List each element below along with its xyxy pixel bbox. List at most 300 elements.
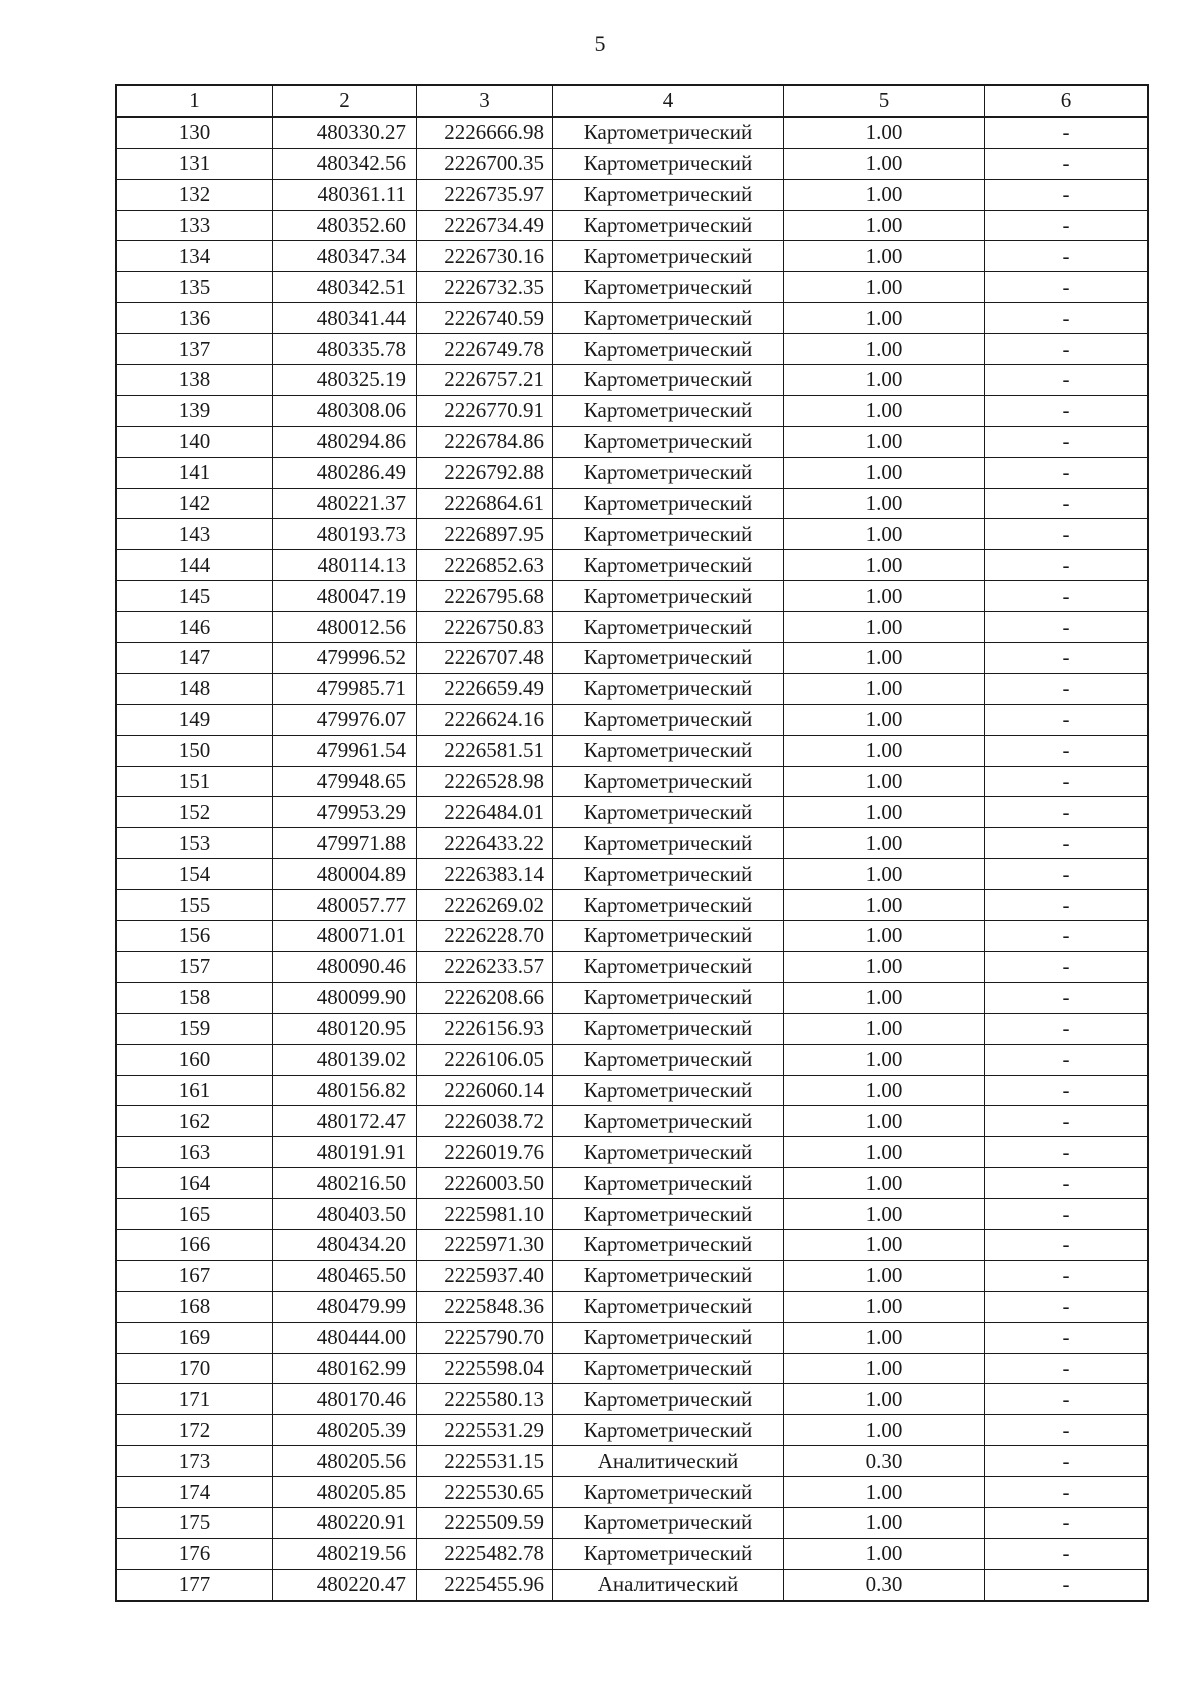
cell-method: Картометрический [553, 1199, 784, 1230]
cell-method: Картометрический [553, 241, 784, 272]
cell-method: Картометрический [553, 334, 784, 365]
cell-point-number: 132 [116, 179, 273, 210]
cell-method: Картометрический [553, 1322, 784, 1353]
table-row [116, 735, 1148, 766]
table-row [116, 1260, 1148, 1291]
table-row [116, 797, 1148, 828]
cell-coord-y: 2226233.57 [417, 951, 553, 982]
cell-note: - [985, 1013, 1149, 1044]
cell-coord-x: 480139.02 [273, 1044, 417, 1075]
cell-point-number: 149 [116, 704, 273, 735]
cell-accuracy: 1.00 [784, 488, 985, 519]
cell-coord-x: 480047.19 [273, 581, 417, 612]
cell-method: Картометрический [553, 303, 784, 334]
cell-accuracy: 1.00 [784, 1137, 985, 1168]
cell-method: Картометрический [553, 673, 784, 704]
header-row [116, 85, 1148, 117]
cell-accuracy: 1.00 [784, 1229, 985, 1260]
cell-point-number: 168 [116, 1291, 273, 1322]
table-row [116, 890, 1148, 921]
cell-point-number: 144 [116, 550, 273, 581]
cell-method: Картометрический [553, 117, 784, 148]
cell-method: Картометрический [553, 1384, 784, 1415]
cell-coord-y: 2226757.21 [417, 365, 553, 396]
table-row [116, 179, 1148, 210]
cell-note: - [985, 1168, 1149, 1199]
cell-method: Картометрический [553, 1044, 784, 1075]
cell-method: Картометрический [553, 1538, 784, 1569]
table-row [116, 1291, 1148, 1322]
cell-accuracy: 1.00 [784, 334, 985, 365]
cell-point-number: 176 [116, 1538, 273, 1569]
cell-coord-x: 480342.56 [273, 148, 417, 179]
cell-accuracy: 1.00 [784, 921, 985, 952]
cell-note: - [985, 1384, 1149, 1415]
table-row [116, 1384, 1148, 1415]
table-row [116, 488, 1148, 519]
cell-note: - [985, 148, 1149, 179]
cell-coord-y: 2226624.16 [417, 704, 553, 735]
cell-note: - [985, 426, 1149, 457]
cell-point-number: 150 [116, 735, 273, 766]
cell-note: - [985, 303, 1149, 334]
cell-accuracy: 0.30 [784, 1569, 985, 1600]
table-row [116, 1137, 1148, 1168]
table-row [116, 1415, 1148, 1446]
cell-coord-x: 480444.00 [273, 1322, 417, 1353]
cell-coord-x: 480216.50 [273, 1168, 417, 1199]
cell-coord-y: 2225937.40 [417, 1260, 553, 1291]
table-row [116, 1075, 1148, 1106]
table-row [116, 148, 1148, 179]
cell-coord-y: 2225790.70 [417, 1322, 553, 1353]
cell-accuracy: 1.00 [784, 1538, 985, 1569]
cell-coord-y: 2225531.29 [417, 1415, 553, 1446]
column-header-2: 2 [273, 85, 417, 117]
cell-coord-y: 2226581.51 [417, 735, 553, 766]
cell-accuracy: 1.00 [784, 426, 985, 457]
cell-accuracy: 1.00 [784, 828, 985, 859]
table-row [116, 1538, 1148, 1569]
cell-coord-y: 2225981.10 [417, 1199, 553, 1230]
table-row [116, 334, 1148, 365]
table-row [116, 117, 1148, 148]
table-row [116, 1477, 1148, 1508]
cell-coord-y: 2226666.98 [417, 117, 553, 148]
cell-coord-y: 2226019.76 [417, 1137, 553, 1168]
cell-coord-x: 480162.99 [273, 1353, 417, 1384]
cell-coord-y: 2226156.93 [417, 1013, 553, 1044]
cell-accuracy: 1.00 [784, 117, 985, 148]
table-row [116, 766, 1148, 797]
cell-coord-y: 2226106.05 [417, 1044, 553, 1075]
cell-point-number: 170 [116, 1353, 273, 1384]
cell-note: - [985, 395, 1149, 426]
cell-coord-x: 480221.37 [273, 488, 417, 519]
cell-coord-y: 2226528.98 [417, 766, 553, 797]
cell-accuracy: 1.00 [784, 704, 985, 735]
cell-coord-x: 480193.73 [273, 519, 417, 550]
cell-coord-y: 2226864.61 [417, 488, 553, 519]
cell-point-number: 135 [116, 272, 273, 303]
cell-coord-y: 2226003.50 [417, 1168, 553, 1199]
cell-accuracy: 1.00 [784, 982, 985, 1013]
cell-coord-x: 480434.20 [273, 1229, 417, 1260]
cell-note: - [985, 797, 1149, 828]
cell-coord-x: 479948.65 [273, 766, 417, 797]
cell-note: - [985, 457, 1149, 488]
cell-note: - [985, 735, 1149, 766]
cell-coord-x: 480220.47 [273, 1569, 417, 1600]
cell-coord-y: 2226228.70 [417, 921, 553, 952]
cell-method: Картометрический [553, 982, 784, 1013]
cell-coord-y: 2226433.22 [417, 828, 553, 859]
cell-accuracy: 1.00 [784, 951, 985, 982]
cell-coord-x: 480156.82 [273, 1075, 417, 1106]
page-number: 5 [594, 31, 606, 56]
cell-coord-x: 480220.91 [273, 1507, 417, 1538]
cell-accuracy: 1.00 [784, 643, 985, 674]
cell-method: Картометрический [553, 272, 784, 303]
table-row [116, 1446, 1148, 1477]
cell-note: - [985, 1229, 1149, 1260]
cell-coord-x: 480479.99 [273, 1291, 417, 1322]
table-row [116, 1229, 1148, 1260]
cell-accuracy: 1.00 [784, 1199, 985, 1230]
cell-note: - [985, 1199, 1149, 1230]
cell-point-number: 157 [116, 951, 273, 982]
cell-coord-x: 480352.60 [273, 210, 417, 241]
cell-coord-x: 480294.86 [273, 426, 417, 457]
cell-note: - [985, 1106, 1149, 1137]
cell-coord-y: 2226707.48 [417, 643, 553, 674]
cell-accuracy: 1.00 [784, 1291, 985, 1322]
cell-accuracy: 1.00 [784, 735, 985, 766]
cell-point-number: 130 [116, 117, 273, 148]
table-row [116, 612, 1148, 643]
cell-method: Картометрический [553, 581, 784, 612]
cell-note: - [985, 241, 1149, 272]
cell-point-number: 160 [116, 1044, 273, 1075]
cell-coord-x: 480205.56 [273, 1446, 417, 1477]
cell-method: Картометрический [553, 643, 784, 674]
cell-method: Аналитический [553, 1446, 784, 1477]
cell-coord-y: 2226484.01 [417, 797, 553, 828]
cell-coord-y: 2226700.35 [417, 148, 553, 179]
cell-note: - [985, 1569, 1149, 1600]
cell-coord-y: 2226792.88 [417, 457, 553, 488]
table-row [116, 1013, 1148, 1044]
table-row [116, 1199, 1148, 1230]
cell-note: - [985, 982, 1149, 1013]
cell-coord-x: 480341.44 [273, 303, 417, 334]
cell-accuracy: 1.00 [784, 1168, 985, 1199]
cell-method: Картометрический [553, 890, 784, 921]
cell-note: - [985, 1322, 1149, 1353]
cell-method: Картометрический [553, 519, 784, 550]
cell-point-number: 152 [116, 797, 273, 828]
cell-point-number: 148 [116, 673, 273, 704]
cell-accuracy: 1.00 [784, 395, 985, 426]
cell-note: - [985, 766, 1149, 797]
column-header-6: 6 [985, 85, 1149, 117]
cell-method: Картометрический [553, 1477, 784, 1508]
cell-method: Картометрический [553, 704, 784, 735]
cell-note: - [985, 1291, 1149, 1322]
cell-coord-x: 480071.01 [273, 921, 417, 952]
cell-coord-y: 2226795.68 [417, 581, 553, 612]
table-row [116, 673, 1148, 704]
cell-coord-y: 2226208.66 [417, 982, 553, 1013]
cell-note: - [985, 117, 1149, 148]
cell-coord-y: 2225530.65 [417, 1477, 553, 1508]
cell-point-number: 131 [116, 148, 273, 179]
table-row [116, 395, 1148, 426]
cell-point-number: 174 [116, 1477, 273, 1508]
cell-note: - [985, 859, 1149, 890]
cell-accuracy: 1.00 [784, 890, 985, 921]
table-row [116, 550, 1148, 581]
cell-coord-y: 2226732.35 [417, 272, 553, 303]
cell-accuracy: 1.00 [784, 303, 985, 334]
table-row [116, 1507, 1148, 1538]
cell-note: - [985, 1353, 1149, 1384]
cell-note: - [985, 921, 1149, 952]
cell-method: Картометрический [553, 951, 784, 982]
cell-method: Картометрический [553, 797, 784, 828]
cell-note: - [985, 272, 1149, 303]
cell-coord-x: 480012.56 [273, 612, 417, 643]
cell-point-number: 175 [116, 1507, 273, 1538]
cell-coord-x: 480361.11 [273, 179, 417, 210]
cell-point-number: 161 [116, 1075, 273, 1106]
cell-accuracy: 1.00 [784, 859, 985, 890]
cell-coord-x: 480205.39 [273, 1415, 417, 1446]
cell-point-number: 156 [116, 921, 273, 952]
cell-coord-y: 2226770.91 [417, 395, 553, 426]
cell-point-number: 169 [116, 1322, 273, 1353]
cell-coord-x: 480191.91 [273, 1137, 417, 1168]
cell-method: Картометрический [553, 766, 784, 797]
cell-coord-x: 480205.85 [273, 1477, 417, 1508]
cell-accuracy: 1.00 [784, 519, 985, 550]
cell-point-number: 163 [116, 1137, 273, 1168]
cell-note: - [985, 828, 1149, 859]
cell-coord-x: 480099.90 [273, 982, 417, 1013]
cell-coord-y: 2226060.14 [417, 1075, 553, 1106]
cell-point-number: 139 [116, 395, 273, 426]
cell-accuracy: 1.00 [784, 1353, 985, 1384]
cell-note: - [985, 951, 1149, 982]
cell-coord-y: 2226659.49 [417, 673, 553, 704]
cell-note: - [985, 1415, 1149, 1446]
cell-accuracy: 1.00 [784, 1477, 985, 1508]
cell-note: - [985, 1477, 1149, 1508]
table-row [116, 457, 1148, 488]
table-row [116, 1322, 1148, 1353]
cell-coord-x: 480219.56 [273, 1538, 417, 1569]
table-row [116, 519, 1148, 550]
cell-coord-y: 2225509.59 [417, 1507, 553, 1538]
cell-accuracy: 1.00 [784, 1260, 985, 1291]
cell-point-number: 138 [116, 365, 273, 396]
cell-coord-x: 480325.19 [273, 365, 417, 396]
cell-note: - [985, 612, 1149, 643]
cell-method: Картометрический [553, 550, 784, 581]
cell-method: Картометрический [553, 365, 784, 396]
cell-point-number: 155 [116, 890, 273, 921]
cell-coord-x: 479985.71 [273, 673, 417, 704]
table-row [116, 828, 1148, 859]
table-row [116, 704, 1148, 735]
cell-method: Картометрический [553, 859, 784, 890]
cell-coord-x: 480403.50 [273, 1199, 417, 1230]
cell-coord-y: 2226749.78 [417, 334, 553, 365]
column-header-1: 1 [116, 85, 273, 117]
cell-accuracy: 1.00 [784, 1384, 985, 1415]
cell-accuracy: 1.00 [784, 272, 985, 303]
cell-coord-y: 2226740.59 [417, 303, 553, 334]
column-header-3: 3 [417, 85, 553, 117]
cell-accuracy: 1.00 [784, 1507, 985, 1538]
cell-coord-y: 2226897.95 [417, 519, 553, 550]
cell-note: - [985, 1044, 1149, 1075]
cell-note: - [985, 673, 1149, 704]
cell-coord-y: 2225531.15 [417, 1446, 553, 1477]
cell-coord-y: 2226734.49 [417, 210, 553, 241]
cell-coord-y: 2226269.02 [417, 890, 553, 921]
table-row [116, 303, 1148, 334]
cell-coord-x: 479976.07 [273, 704, 417, 735]
table-row [116, 365, 1148, 396]
cell-accuracy: 1.00 [784, 1013, 985, 1044]
cell-coord-y: 2225971.30 [417, 1229, 553, 1260]
cell-accuracy: 1.00 [784, 1075, 985, 1106]
cell-note: - [985, 1507, 1149, 1538]
cell-point-number: 145 [116, 581, 273, 612]
cell-point-number: 137 [116, 334, 273, 365]
cell-point-number: 151 [116, 766, 273, 797]
cell-method: Картометрический [553, 148, 784, 179]
cell-accuracy: 1.00 [784, 797, 985, 828]
cell-point-number: 153 [116, 828, 273, 859]
column-header-5: 5 [784, 85, 985, 117]
cell-point-number: 165 [116, 1199, 273, 1230]
table-row [116, 1106, 1148, 1137]
cell-note: - [985, 550, 1149, 581]
cell-coord-x: 480170.46 [273, 1384, 417, 1415]
cell-coord-y: 2226784.86 [417, 426, 553, 457]
cell-point-number: 159 [116, 1013, 273, 1044]
cell-method: Картометрический [553, 1260, 784, 1291]
cell-coord-y: 2226735.97 [417, 179, 553, 210]
cell-method: Картометрический [553, 1137, 784, 1168]
cell-accuracy: 1.00 [784, 210, 985, 241]
cell-method: Картометрический [553, 1415, 784, 1446]
cell-method: Картометрический [553, 395, 784, 426]
table-row [116, 982, 1148, 1013]
cell-method: Аналитический [553, 1569, 784, 1600]
cell-note: - [985, 1260, 1149, 1291]
cell-accuracy: 1.00 [784, 241, 985, 272]
cell-note: - [985, 581, 1149, 612]
cell-note: - [985, 334, 1149, 365]
cell-method: Картометрический [553, 735, 784, 766]
table-row [116, 643, 1148, 674]
table-row [116, 581, 1148, 612]
cell-point-number: 167 [116, 1260, 273, 1291]
cell-coord-y: 2226730.16 [417, 241, 553, 272]
cell-coord-y: 2226852.63 [417, 550, 553, 581]
cell-note: - [985, 179, 1149, 210]
table-row [116, 210, 1148, 241]
cell-note: - [985, 365, 1149, 396]
cell-coord-x: 479996.52 [273, 643, 417, 674]
cell-coord-x: 480172.47 [273, 1106, 417, 1137]
cell-method: Картометрический [553, 1075, 784, 1106]
cell-point-number: 136 [116, 303, 273, 334]
cell-point-number: 177 [116, 1569, 273, 1600]
table-row [116, 1569, 1148, 1600]
table-row [116, 951, 1148, 982]
cell-coord-x: 480286.49 [273, 457, 417, 488]
cell-point-number: 172 [116, 1415, 273, 1446]
cell-coord-y: 2226383.14 [417, 859, 553, 890]
cell-method: Картометрический [553, 457, 784, 488]
table-header [116, 85, 1148, 117]
cell-method: Картометрический [553, 1507, 784, 1538]
cell-note: - [985, 1538, 1149, 1569]
cell-method: Картометрический [553, 1106, 784, 1137]
cell-accuracy: 1.00 [784, 179, 985, 210]
cell-point-number: 141 [116, 457, 273, 488]
cell-coord-x: 479961.54 [273, 735, 417, 766]
cell-coord-y: 2225848.36 [417, 1291, 553, 1322]
cell-coord-x: 480308.06 [273, 395, 417, 426]
cell-note: - [985, 890, 1149, 921]
cell-note: - [985, 488, 1149, 519]
cell-coord-x: 480347.34 [273, 241, 417, 272]
table-row [116, 1168, 1148, 1199]
cell-accuracy: 1.00 [784, 148, 985, 179]
cell-accuracy: 1.00 [784, 1044, 985, 1075]
table-row [116, 1044, 1148, 1075]
cell-point-number: 147 [116, 643, 273, 674]
cell-accuracy: 0.30 [784, 1446, 985, 1477]
cell-note: - [985, 1137, 1149, 1168]
cell-point-number: 166 [116, 1229, 273, 1260]
cell-method: Картометрический [553, 488, 784, 519]
cell-coord-x: 480465.50 [273, 1260, 417, 1291]
table-row [116, 241, 1148, 272]
cell-coord-y: 2225580.13 [417, 1384, 553, 1415]
cell-coord-x: 480335.78 [273, 334, 417, 365]
cell-accuracy: 1.00 [784, 581, 985, 612]
cell-point-number: 140 [116, 426, 273, 457]
cell-coord-x: 480090.46 [273, 951, 417, 982]
table-row [116, 859, 1148, 890]
cell-coord-x: 479971.88 [273, 828, 417, 859]
cell-point-number: 164 [116, 1168, 273, 1199]
cell-point-number: 133 [116, 210, 273, 241]
cell-coord-x: 480004.89 [273, 859, 417, 890]
cell-accuracy: 1.00 [784, 1106, 985, 1137]
cell-method: Картометрический [553, 921, 784, 952]
cell-note: - [985, 643, 1149, 674]
cell-method: Картометрический [553, 1013, 784, 1044]
cell-method: Картометрический [553, 1229, 784, 1260]
cell-method: Картометрический [553, 210, 784, 241]
